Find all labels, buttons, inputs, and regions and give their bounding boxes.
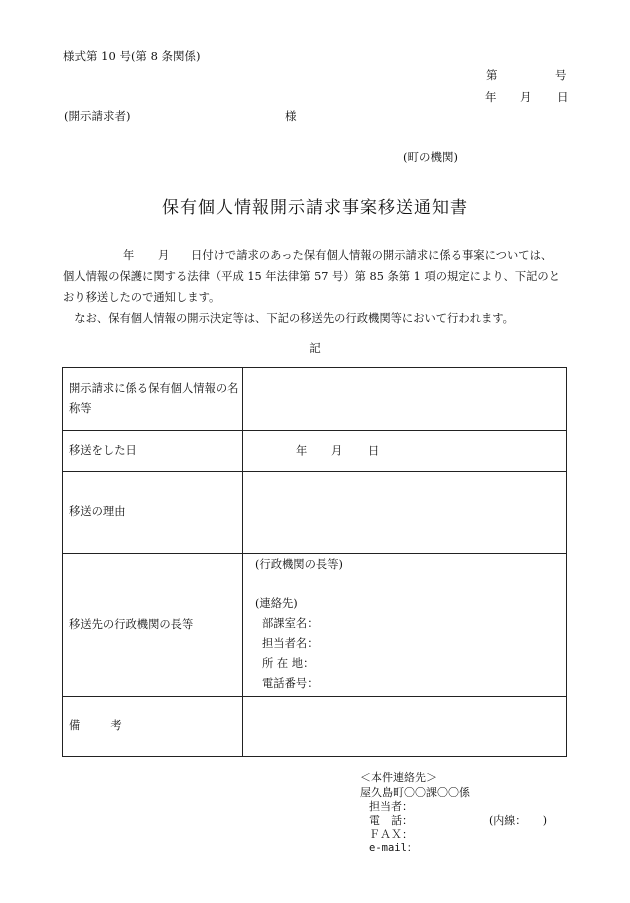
info-table (62, 367, 567, 757)
requester-label: (開示請求者) (64, 109, 131, 123)
body-line-1-text: 日付けで請求のあった保有個人情報の開示請求に係る事案については、 (191, 249, 553, 262)
transfer-year-label: 年 (296, 444, 308, 458)
sender-organization: (町の機関) (403, 150, 458, 164)
body-line-2: 個人情報の保護に関する法律（平成 15 年法律第 57 号）第 85 条第 1 項の規定により、下記のと (63, 270, 561, 283)
body-line-3: おり移送したので通知します。 (63, 291, 221, 304)
record-name-field (243, 368, 567, 431)
phone-number-label: 電話番号： (262, 676, 319, 690)
remarks-label-2: 考 (110, 719, 122, 733)
contact-fax-label: ＦＡＸ： (369, 828, 413, 841)
contact-email-label: e-mail： (369, 842, 418, 854)
transfer-month-label: 月 (331, 444, 343, 458)
date-month-label: 月 (520, 90, 532, 104)
table-row (63, 696, 567, 756)
table-row (63, 471, 567, 553)
transfer-reason-field (243, 471, 567, 553)
contact-office: 屋久島町〇〇課〇〇係 (360, 786, 470, 799)
transfer-reason-label: 移送の理由 (63, 471, 243, 553)
transfer-day-label: 日 (368, 444, 380, 458)
contact-phone-label: 電 話： (369, 814, 413, 827)
form-number: 様式第 10 号(第 8 条関係) (63, 49, 201, 63)
contact-header: ＜本件連絡先＞ (360, 771, 437, 784)
body-month-label: 月 (158, 249, 170, 262)
document-title: 保有個人情報開示請求事案移送通知書 (162, 198, 468, 218)
record-name-label: 開示請求に係る保有個人情報の名称等 (63, 368, 243, 431)
transfer-date-field (243, 431, 567, 471)
contact-head-label: (連絡先) (255, 596, 298, 610)
transfer-date-label: 移送をした日 (63, 431, 243, 471)
remarks-field (243, 696, 567, 756)
remarks-label (63, 696, 243, 756)
requester-honorific: 様 (285, 109, 297, 123)
department-label: 部課室名： (262, 616, 319, 630)
date-day-label: 日 (557, 90, 569, 104)
doc-number-suffix: 号 (555, 68, 567, 82)
contact-person-label: 担当者： (369, 800, 413, 813)
ki-heading: 記 (309, 341, 321, 355)
table-row (63, 368, 567, 431)
table-row (63, 553, 567, 696)
contact-extension-label: (内線： ) (489, 814, 548, 827)
destination-label: 移送先の行政機関の長等 (63, 553, 243, 696)
destination-field (243, 553, 567, 696)
destination-head-label: (行政機関の長等) (255, 557, 343, 571)
body-year-label: 年 (123, 249, 135, 262)
doc-number-prefix: 第 (486, 68, 498, 82)
body-line-4: なお、保有個人情報の開示決定等は、下記の移送先の行政機関等において行われます。 (63, 312, 514, 325)
person-in-charge-label: 担当者名： (262, 636, 319, 650)
address-label: 所 在 地： (262, 656, 315, 670)
table-row (63, 431, 567, 471)
remarks-label-1: 備 (69, 719, 111, 733)
date-year-label: 年 (485, 90, 497, 104)
